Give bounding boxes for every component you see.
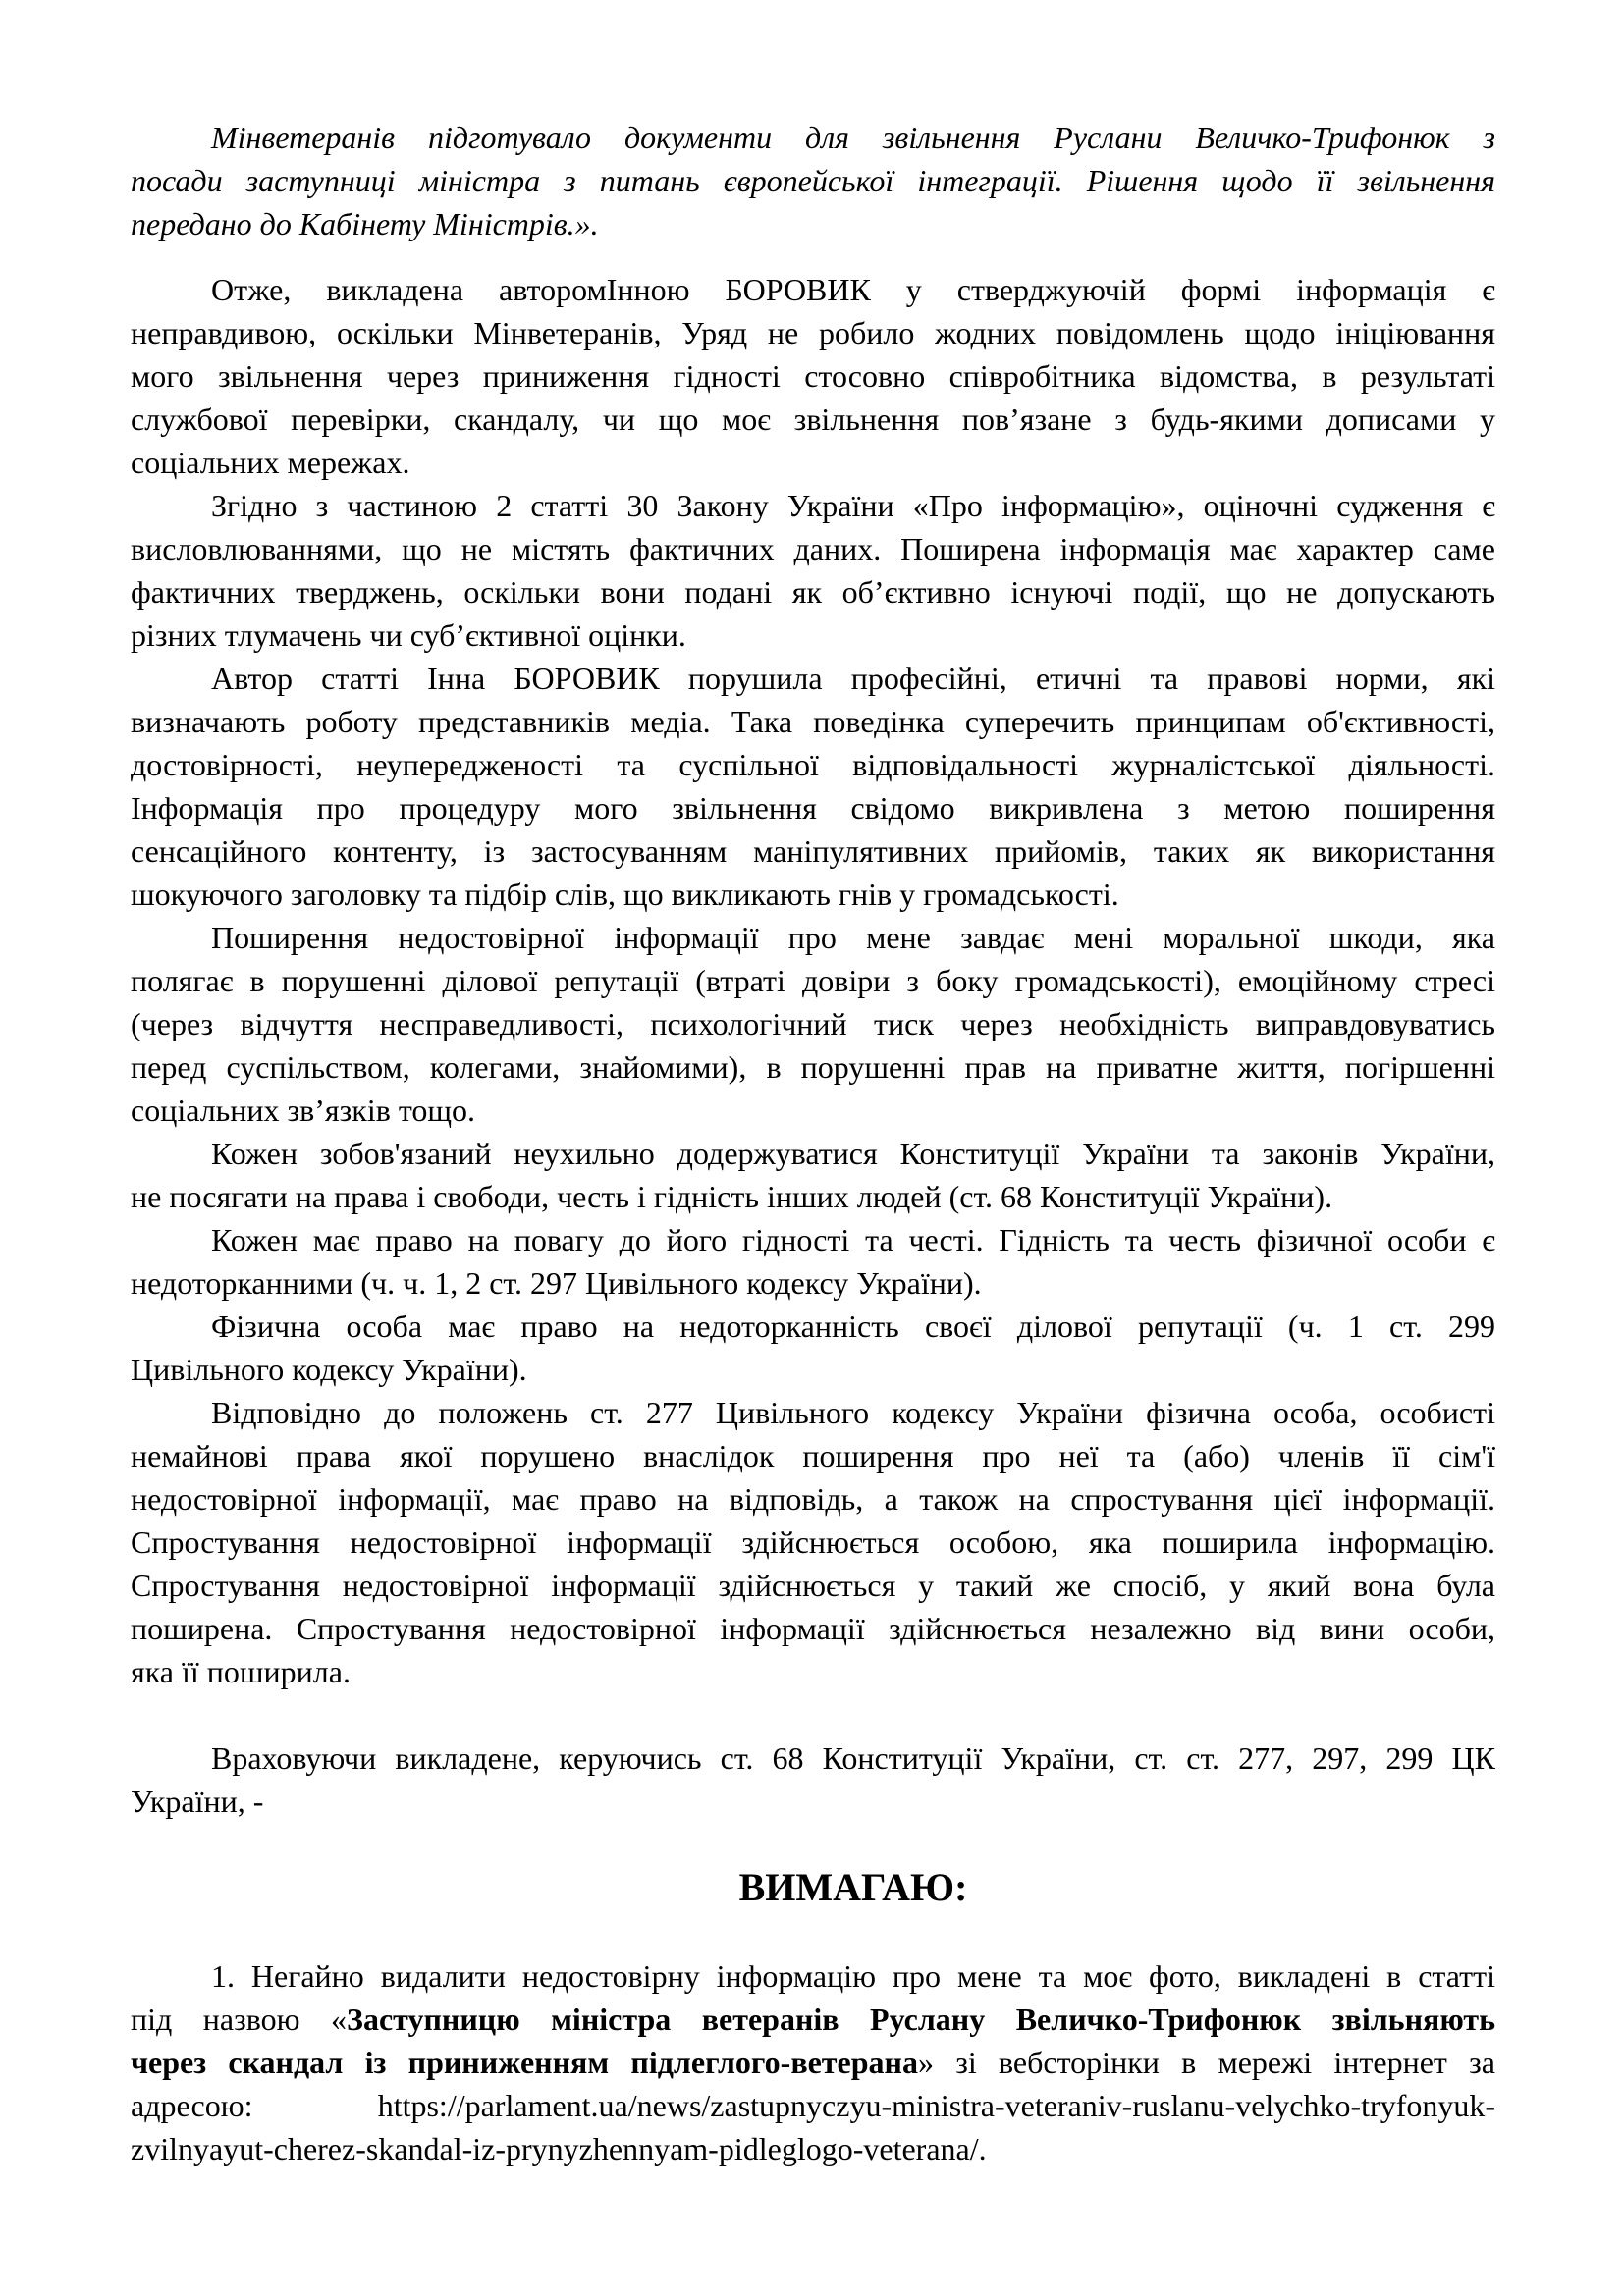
text-line: недостовірної інформації, має право на відповідь, а також на спростування цієї інформації. [131,1481,1495,1517]
text-line [131,1998,1495,2041]
paragraph-vrakhovuiuchy [131,1736,1495,1823]
text-line: Спростування недостовірної інформації здійснюється у такий же спосіб, у який вона була [131,1568,1495,1603]
text-line: визначають роботу представників медіа. Така поведінка суперечить принципам об'єктивності, [131,704,1495,739]
text-line: Інформація про процедуру мого звільнення свідомо викривлена з метою поширення [131,790,1495,826]
text-line: шокуючого заголовку та підбір слів, що викликають гнів у громадськості. [131,877,1119,912]
text-line: службової перевірки, скандалу, чи що моє звільнення пов’язане з будь-якими дописами у [131,401,1495,437]
text-line: Спростування недостовірної інформації здійснюється особою, яка поширила інформацію. [131,1524,1495,1560]
text-line: Автор статті Інна БОРОВИК порушила професійні, етичні та правові норми, які [211,661,1495,696]
paragraph-avtor [131,657,1495,916]
text-line [131,2041,1495,2084]
text-line: соціальних зв’язків тощо. [131,1093,476,1128]
text-line: достовірності, неупередженості та суспільної відповідальності журналістської діяльності. [131,747,1495,782]
paragraph-kozhen-pravo [131,1218,1495,1305]
text-line: недоторканними (ч. ч. 1, 2 ст. 297 Цивільного кодексу України). [131,1265,982,1301]
paragraph-demand-1 [131,1954,1495,2170]
text-line: мого звільнення через приниження гідності стосовно співробітника відомства, в результаті [131,358,1495,394]
article-title-bold: Заступницю міністра ветеранів Руслану Величко-Трифонюк звільняють [347,2002,1496,2037]
text-line: не посягати на права і свободи, честь і гідність інших людей (ст. 68 Конституції України). [131,1179,1333,1214]
text-line: передано до Кабінету Міністрів.». [131,206,599,241]
text-line: поширена. Спростування недостовірної інформації здійснюється незалежно від вини особи, [131,1611,1495,1646]
paragraph-quote [131,116,1495,245]
text-line: фактичних тверджень, оскільки вони подані як об’єктивно існуючі події, що не допускають [131,574,1495,610]
text-line: неправдивою, оскільки Мінветеранів, Уряд не робило жодних повідомлень щодо ініціювання [131,315,1495,350]
text-line: сенсаційного контенту, із застосуванням маніпулятивних прийомів, таких як використання [131,833,1495,869]
text-line article-url: zvilnyayut-cherez-skandal-iz-prynyzhennyam-pidleglogo-veterana/. [131,2131,987,2166]
article-title-bold: через скандал із приниженням підлеглого-ветерана [131,2045,918,2080]
paragraph-otzhe [131,268,1495,484]
text-line: Фізична особа має право на недоторканність своєї ділової репутації (ч. 1 ст. 299 [211,1308,1495,1344]
text-segment: » зі вебсторінки в мережі інтернет за [917,2045,1496,2080]
text-line: Мінветеранів підготувало документи для звільнення Руслани Величко-Трифонюк з [211,120,1495,155]
text-line article-url: адресою: https://parlament.ua/news/zastupnyczyu-ministra-veteraniv-ruslanu-velychko-tryfonyuk- [131,2088,1495,2123]
text-line: Поширення недостовірної інформації про мене завдає мені моральної шкоди, яка [211,920,1495,955]
text-line: України, - [131,1784,264,1819]
text-line: 1. Негайно видалити недостовірну інформацію про мене та моє фото, викладені в статті [211,1958,1495,1994]
text-line: Враховуючи викладене, керуючись ст. 68 Конституції України, ст. ст. 277, 297, 299 ЦК [211,1740,1495,1776]
text-line: висловлюваннями, що не містять фактичних даних. Поширена інформація має характер саме [131,531,1495,566]
text-line: Відповідно до положень ст. 277 Цивільного кодексу України фізична особа, особисті [211,1395,1495,1430]
paragraph-fizychna-osoba [131,1305,1495,1391]
text-line: різних тлумачень чи суб’єктивної оцінки. [131,617,686,653]
text-line: перед суспільством, колегами, знайомими), в порушенні прав на приватне життя, погіршенні [131,1049,1495,1085]
text-line: соціальних мережах. [131,445,410,480]
text-line: Згідно з частиною 2 статті 30 Закону України «Про інформацію», оціночні судження є [211,488,1495,523]
paragraph-poshyrennia [131,916,1495,1132]
text-line: Цивільного кодексу України). [131,1352,527,1387]
text-line: яка її поширила. [131,1654,351,1689]
demand-heading: ВИМАГАЮ: [738,1865,968,1909]
text-segment: під назвою « [131,2002,348,2037]
paragraph-kozhen-zobovjazanyj [131,1132,1495,1218]
paragraph-zgidno [131,484,1495,657]
text-line: посади заступниці міністра з питань європейської інтеграції. Рішення щодо її звільнення [131,163,1495,198]
text-line: полягає в порушенні ділової репутації (втраті довіри з боку громадськості), емоційному стресі [131,963,1495,998]
paragraph-vidpovidno-st277 [131,1391,1495,1693]
text-line: (через відчуття несправедливості, психологічний тиск через необхідність виправдовуватись [131,1006,1495,1041]
text-line: Кожен зобов'язаний неухильно додержуватися Конституції України та законів України, [211,1136,1495,1171]
text-line: Кожен має право на повагу до його гідності та честі. Гідність та честь фізичної особи є [211,1222,1495,1257]
text-line: Отже, викладена авторомІнною БОРОВИК у стверджуючій формі інформація є [211,272,1495,307]
text-line: немайнові права якої порушено внаслідок поширення про неї та (або) членів її сім'ї [131,1438,1495,1473]
